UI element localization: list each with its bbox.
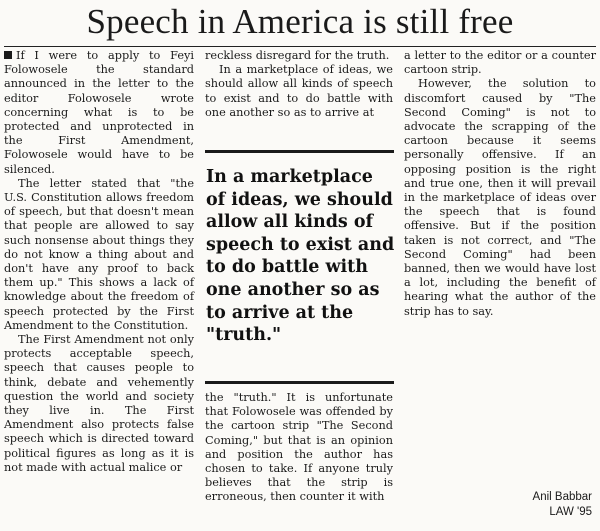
pull-quote-rule-bottom xyxy=(205,381,394,384)
headline-rule xyxy=(4,46,596,47)
headline: Speech in America is still free xyxy=(86,2,514,41)
signature xyxy=(533,490,592,520)
square-bullet-icon xyxy=(4,51,12,59)
author-affiliation: LAW '95 xyxy=(549,506,592,518)
column-2-bottom xyxy=(205,391,393,505)
paragraph: reckless disregard for the truth. xyxy=(205,49,390,62)
column-1 xyxy=(4,49,194,475)
pull-quote-rule-top xyxy=(205,150,394,153)
paragraph: the "truth." It is unfortunate that Folowosele was offended by the cartoon strip "The Second Coming," but that is an opinion and position the author has chosen to take. If anyone truly believes that the strip is erroneous, then counter it with xyxy=(205,391,393,504)
pull-quote: In a marketplace of ideas, we should allow all kinds of speech to exist and to do battle with one another so as to arrive at the "truth." xyxy=(206,167,395,346)
paragraph: However, the solution to discomfort caused by "The Second Coming" is not to advocate the scrapping of the cartoon because it seems personally offensive. If an opposing position is the right and true one, then it will prevail in the marketplace of ideas over the speech that is found offensive. But if the position taken is not correct, and "The Second Coming" had been banned, then we would have lost a lot, including the benefit of hearing what the author of the strip has to say. xyxy=(404,77,596,318)
paragraph: In a marketplace of ideas, we should allow all kinds of speech to exist and to do battle with one another so as to arrive at xyxy=(205,63,393,119)
paragraph-text: If I were to apply to Feyi Folowosele the standard announced in the letter to the editor Folowosele wrote concerning what is to be protected and unprotected in the First Amendment, Folowosele would have to be silenced. xyxy=(4,49,194,176)
paragraph: The First Amendment not only protects acceptable speech, speech that causes people to think, debate and vehemently question the world and society they live in. The First Amendment also protects false speech which is directed toward political figures as long as it is not made with actual malice or xyxy=(4,333,194,474)
column-2-top xyxy=(205,49,393,120)
paragraph: a letter to the editor or a counter cartoon strip. xyxy=(404,49,596,77)
author-name: Anil Babbar xyxy=(532,491,592,503)
paragraph: The letter stated that "the U.S. Constitution allows freedom of speech, but that doesn't mean that people are allowed to say such nonsense about things they do not know a thing about and don't have any proof to back them up." This shows a lack of knowledge about the freedom of speech protected by the First Amendment to the Constitution. xyxy=(4,176,194,332)
column-3 xyxy=(404,49,596,319)
paragraph xyxy=(4,49,194,177)
